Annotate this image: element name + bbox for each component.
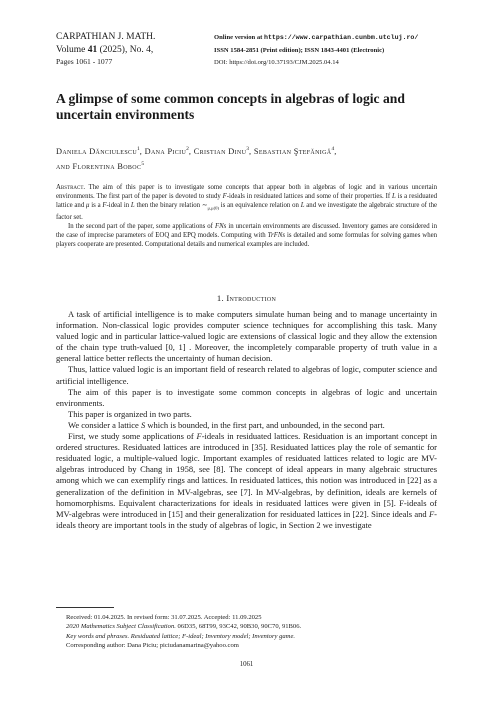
paper-title: A glimpse of some common concepts in algebras of logic and uncertain environments	[56, 91, 405, 122]
abstract-label: Abstract.	[56, 184, 86, 191]
footnotes	[56, 613, 456, 651]
author-name: Sebastian Ştefănigă	[253, 146, 332, 156]
author-name: Daniela Dănciulescu	[56, 146, 138, 156]
journal-info	[56, 31, 155, 69]
author-name: Cristian Dinu	[193, 146, 247, 156]
online-url[interactable]: https://www.carpathian.cunbm.utcluj.ro/	[264, 34, 419, 41]
author-affiliation-mark: 2	[186, 146, 189, 152]
abstract-paragraph: Abstract. The aim of this paper is to investigate some concepts that appear both in algebras of logic and in various uncertain environments. The first part of the paper is devoted to study F-ideals in residuated lattices and some of their properties. If L is a residuated lattice and μ is a F-ideal in L then the binary relation $\sim_{\mu,\mu(0)}$ is an equivalence relation on L and we investigate the algebraic structure of the factor set.	[56, 184, 437, 221]
introduction-body	[56, 309, 437, 531]
author-list: Daniela Dănciulescu$^1$, Dana Piciu$^2$, Cristian Dinu$^3$, Sebastian Ştefănigă$^4$, and Florentina Boboc$^5$	[56, 146, 337, 172]
relation-subscript: μ,μ(0)	[207, 205, 219, 211]
keywords: Key words and phrases. Residuated lattice; F-ideal; Inventory model; Inventory game.	[66, 632, 296, 640]
body-paragraph: Thus, lattice valued logic is an important field of research related to algebras of logic, computer science and artificial intelligence.	[56, 364, 437, 386]
doi-line[interactable]: DOI: https://doi.org/10.37193/CJM.2025.04.14	[214, 59, 339, 67]
online-info	[214, 32, 418, 70]
footnote-divider	[56, 607, 114, 608]
abstract	[56, 183, 437, 249]
journal-header	[56, 31, 463, 71]
author-name: Dana Piciu	[144, 146, 187, 156]
body-paragraph: First, we study some applications of F-ideals in residuated lattices. Residuation is an important concept in ordered structures. Residuated lattices are introduced in [35]. Residuated lattices play the role of semantic for residuated logic, a multiple-valued logic. Important examples of residuated lattices related to logic are MV-algebras introduced by Chang in 1958, see [8]. The concept of ideal appears in many algebraic structures among which we can exemplify rings and lattices. In residuated lattices, this notion was introduced in [22] as a generalization of the definition in MV-algebras, see [7]. In MV-algebras, by definition, ideals are kernels of homomorphisms. Equivalent characterizations for ideals in residuated lattices were given in [5]. F-ideals of MV-algebras were introduced in [15] and their generalization for residuated lattices in [22]. Since ideals and F-ideals theory are important tools in the study of algebras of logic, in Section 2 we investigate	[56, 431, 437, 530]
body-paragraph: This paper is organized in two parts.	[68, 408, 192, 419]
body-paragraph: The aim of this paper is to investigate some common concepts in algebras of logic and uncertain environments.	[56, 386, 437, 408]
author-name: Florentina Boboc	[72, 162, 142, 172]
body-paragraph: A task of artificial intelligence is to make computers simulate human being and to manage uncertainty in information. Non-classical logic provides computer science techniques for accomplishing this task. Many valued logic and in particular lattice-valued logic are extensions of classical logic and they allow the extension of the chain type truth-valued [0, 1] . Moreover, the incompletely comparable property of truth value in a general lattice better reflects the uncertainty of human decision.	[56, 309, 437, 364]
page-number: 1061	[239, 661, 254, 668]
msc-classification: 2020 Mathematics Subject Classification. 06D35, 68T99, 93C42, 90B30, 90C70, 91B06.	[66, 623, 302, 631]
author-affiliation-mark: 5	[141, 161, 145, 168]
author-affiliation-mark: 1	[137, 146, 140, 152]
corresponding-author: Corresponding author: Dana Piciu; piciudanamarina@yahoo.com	[66, 642, 239, 650]
relation-symbol: ∼	[201, 202, 208, 210]
issn-line: ISSN 1584-2851 (Print edition); ISSN 1843-4401 (Electronic)	[214, 46, 385, 54]
journal-volume: Volume 41 (2025), No. 4,	[56, 44, 154, 55]
body-paragraph: We consider a lattice S which is bounded, in the first part, and unbounded, in the second part.	[68, 419, 385, 430]
abstract-paragraph: In the second part of the paper, some applications of FNs in uncertain environments are discussed. Inventory games are considered in the case of imprecise parameters of EOQ and EPQ models. Computing with TrFNs is detailed and some formulas for solving games when players cooperate are presented. Computational details and numerical examples are included.	[56, 222, 438, 248]
journal-pages: Pages 1061 - 1077	[56, 57, 113, 66]
section-heading: 1. Introduction	[216, 293, 277, 303]
received-dates: Received: 01.04.2025. In revised form: 31.07.2025. Accepted: 11.09.2025	[66, 614, 262, 621]
author-affiliation-mark: 3	[246, 146, 250, 152]
author-affiliation-mark: 4	[331, 146, 335, 152]
online-version: Online version at https://www.carpathian.cunbm.utcluj.ro/	[214, 34, 419, 41]
journal-name: CARPATHIAN J. MATH.	[56, 32, 156, 42]
